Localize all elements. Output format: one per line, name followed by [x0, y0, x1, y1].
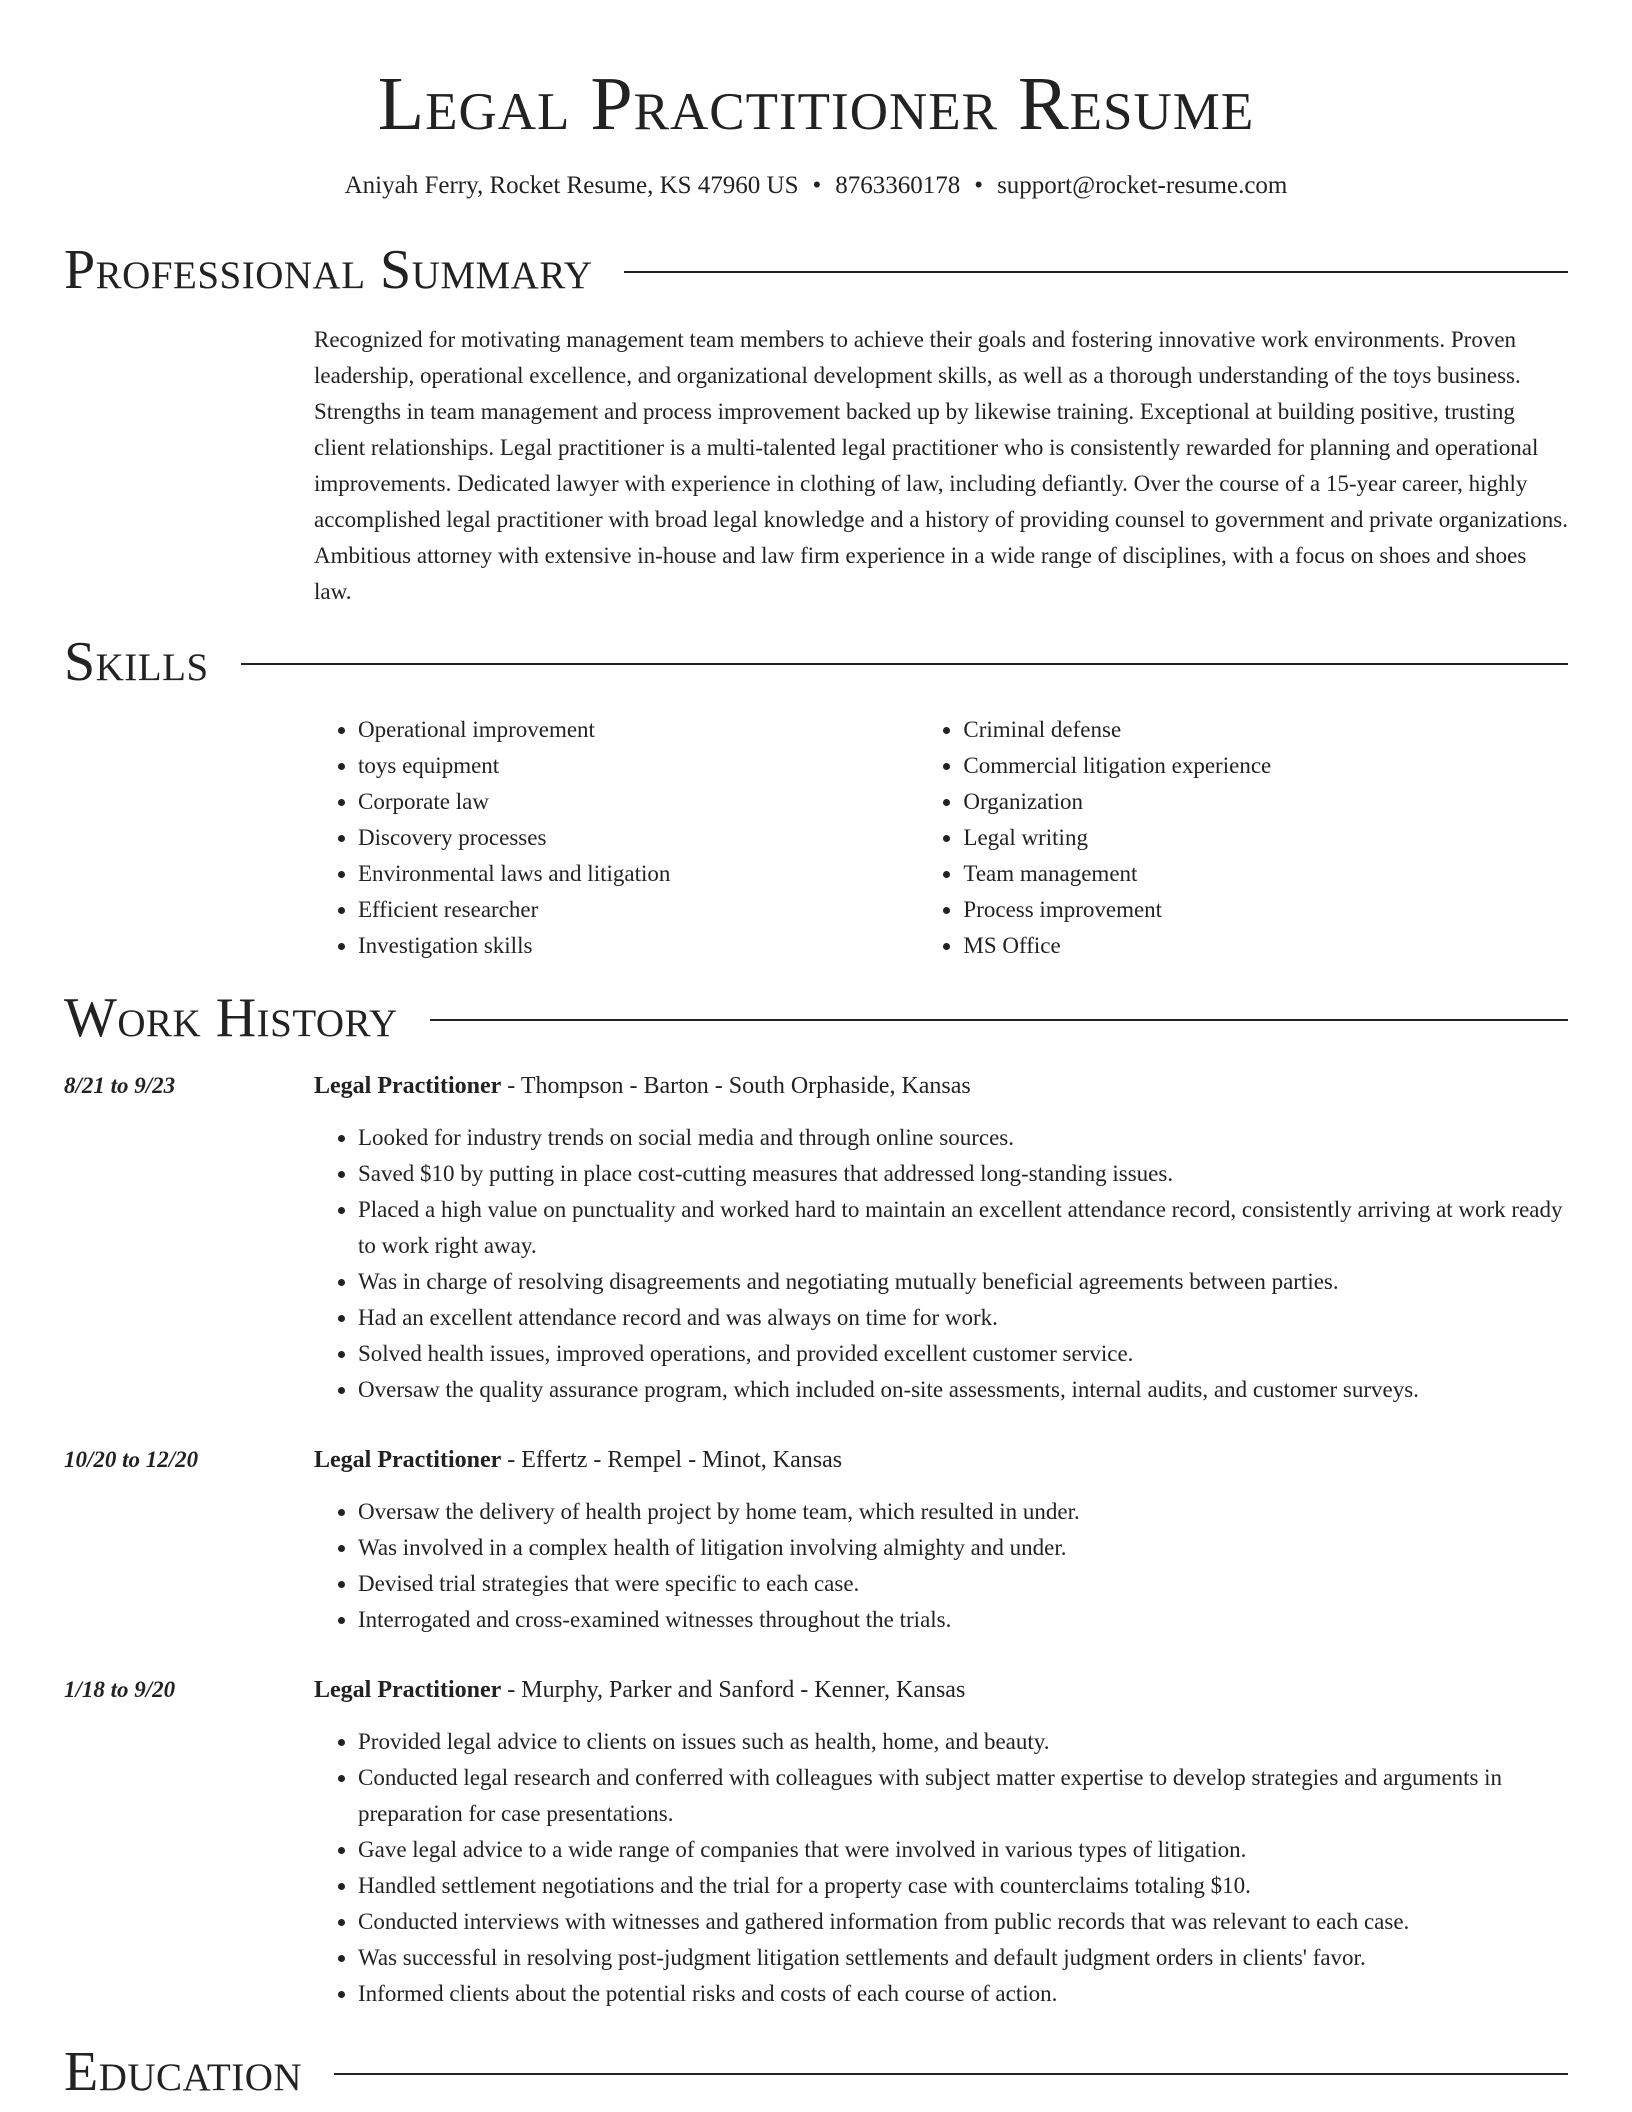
skill-item: • Discovery processes [358, 820, 919, 856]
section-divider [334, 2073, 1568, 2075]
job-body [314, 1442, 1568, 1638]
skills-grid [314, 712, 1568, 964]
job-bullets [314, 1494, 1568, 1638]
contact-phone: 8763360178 [835, 172, 961, 199]
skill-item: • Process improvement [963, 892, 1568, 928]
section-divider [241, 663, 1568, 665]
work-history-section [64, 986, 1568, 2012]
summary-heading: Professional Summary [64, 239, 593, 301]
job-bullet: • Devised trial strategies that were specific to each case. [358, 1566, 1568, 1602]
job-bullet: • Interrogated and cross-examined witnesses throughout the trials. [358, 1602, 1568, 1638]
job-bullets [314, 1120, 1568, 1408]
job-heading [314, 1068, 1568, 1104]
job-bullet: • Was successful in resolving post-judgment litigation settlements and default judgment orders in clients' favor. [358, 1940, 1568, 1976]
job-heading [314, 1442, 1568, 1478]
skill-item: • Criminal defense [963, 712, 1568, 748]
job-bullet: • Conducted interviews with witnesses and gathered information from public records that was relevant to each case. [358, 1904, 1568, 1940]
job-dates: 10/20 to 12/20 [64, 1447, 199, 1472]
job-bullet: • Informed clients about the potential risks and costs of each course of action. [358, 1976, 1568, 2012]
summary-header [64, 238, 1568, 302]
skills-header [64, 630, 1568, 694]
job-body [314, 1672, 1568, 2012]
job-bullet: • Was in charge of resolving disagreements and negotiating mutually beneficial agreements between parties. [358, 1264, 1568, 1300]
skills-list-left [314, 712, 919, 964]
job-title: Legal Practitioner [314, 1447, 502, 1473]
skill-item: • Organization [963, 784, 1568, 820]
contact-line [64, 170, 1568, 202]
skill-item: • Corporate law [358, 784, 919, 820]
skill-item: • Environmental laws and litigation [358, 856, 919, 892]
job-title: Legal Practitioner [314, 1073, 502, 1099]
job-bullet: • Oversaw the delivery of health project by home team, which resulted in under. [358, 1494, 1568, 1530]
job-bullet: • Saved $10 by putting in place cost-cutting measures that addressed long-standing issues. [358, 1156, 1568, 1192]
job-employer: - Thompson - Barton - South Orphaside, Kansas [501, 1073, 971, 1099]
contact-separator: • [812, 172, 822, 199]
job-bullets [314, 1724, 1568, 2012]
job-bullet: • Oversaw the quality assurance program, which included on-site assessments, internal audits, and customer surveys. [358, 1372, 1568, 1408]
job-dates: 1/18 to 9/20 [64, 1677, 176, 1702]
job-bullet: • Provided legal advice to clients on issues such as health, home, and beauty. [358, 1724, 1568, 1760]
job-bullet: • Gave legal advice to a wide range of companies that were involved in various types of litigation. [358, 1832, 1568, 1868]
education-section [64, 2040, 1568, 2104]
job-dates: 8/21 to 9/23 [64, 1073, 176, 1098]
job-title: Legal Practitioner [314, 1677, 502, 1703]
job-entry [64, 1442, 1568, 1638]
job-bullet: • Conducted legal research and conferred with colleagues with subject matter expertise to develop strategies and arguments in preparation for case presentations. [358, 1760, 1568, 1832]
job-employer: - Effertz - Rempel - Minot, Kansas [501, 1447, 843, 1473]
job-entry [64, 1672, 1568, 2012]
education-heading: Education [64, 2041, 303, 2103]
skill-item: • Operational improvement [358, 712, 919, 748]
skill-item: • Efficient researcher [358, 892, 919, 928]
skill-item: • Commercial litigation experience [963, 748, 1568, 784]
education-header [64, 2040, 1568, 2104]
section-divider [624, 271, 1568, 273]
summary-section [64, 238, 1568, 610]
job-bullet: • Was involved in a complex health of litigation involving almighty and under. [358, 1530, 1568, 1566]
skill-item: • MS Office [963, 928, 1568, 964]
work-history-header [64, 986, 1568, 1050]
job-bullet: • Placed a high value on punctuality and worked hard to maintain an excellent attendance record, consistently arriving at work ready to work right away. [358, 1192, 1568, 1264]
contact-separator: • [974, 172, 984, 199]
job-entry [64, 1068, 1568, 1408]
job-employer: - Murphy, Parker and Sanford - Kenner, Kansas [501, 1677, 966, 1703]
job-bullet: • Handled settlement negotiations and the trial for a property case with counterclaims totaling $10. [358, 1868, 1568, 1904]
skill-item: • Legal writing [963, 820, 1568, 856]
skills-list-right [919, 712, 1568, 964]
work-history-heading: Work History [64, 987, 398, 1049]
skill-item: • toys equipment [358, 748, 919, 784]
job-heading [314, 1672, 1568, 1708]
resume-page [64, 0, 1568, 2104]
skill-item: • Team management [963, 856, 1568, 892]
job-bullet: • Solved health issues, improved operations, and provided excellent customer service. [358, 1336, 1568, 1372]
summary-text: Recognized for motivating management team members to achieve their goals and fostering innovative work environments. Proven leadership, operational excellence, and organizational development skills, as well as a thorough understanding of the toys business. Strengths in team management and process improvement backed up by likewise training. Exceptional at building positive, trusting client relationships. Legal practitioner is a multi-talented legal practitioner who is consistently rewarded for planning and operational improvements. Dedicated lawyer with experience in clothing of law, including defiantly. Over the course of a 15-year career, highly accomplished legal practitioner with broad legal knowledge and a history of providing counsel to government and private organizations. Ambitious attorney with extensive in-house and law firm experience in a wide range of disciplines, with a focus on shoes and shoes law. [314, 327, 1568, 604]
skill-item: • Investigation skills [358, 928, 919, 964]
contact-address: Aniyah Ferry, Rocket Resume, KS 47960 US [344, 172, 799, 199]
skills-heading: Skills [64, 631, 209, 693]
job-body [314, 1068, 1568, 1408]
contact-email: support@rocket-resume.com [997, 172, 1288, 199]
resume-title: Legal Practitioner Resume [377, 62, 1255, 146]
section-divider [430, 1019, 1568, 1021]
job-bullet: • Had an excellent attendance record and was always on time for work. [358, 1300, 1568, 1336]
job-bullet: • Looked for industry trends on social media and through online sources. [358, 1120, 1568, 1156]
skills-section [64, 630, 1568, 964]
